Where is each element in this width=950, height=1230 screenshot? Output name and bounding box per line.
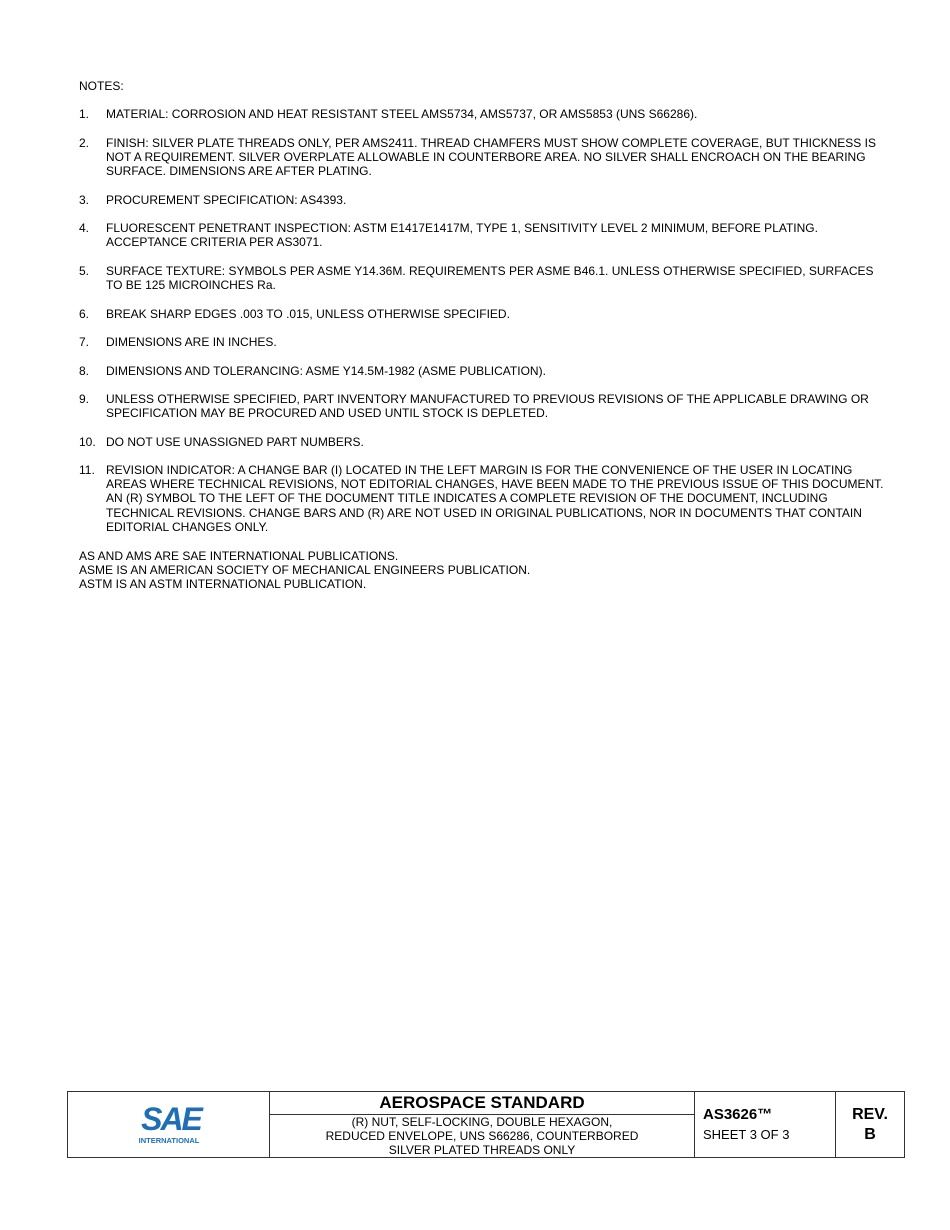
standard-title: AEROSPACE STANDARD	[270, 1092, 694, 1115]
note-text: REVISION INDICATOR: A CHANGE BAR (I) LOCATED IN THE LEFT MARGIN IS FOR THE CONVENIENCE OF THE USER IN LOCATING AREAS WHERE TECHNICAL REVISIONS, NOT EDITORIAL CHANGES, HAVE BEEN MADE TO THE PREVIOUS ISSUE OF THIS DOCUMENT. AN (R) SYMBOL TO THE LEFT OF THE DOCUMENT TITLE INDICATES A COMPLETE REVISION OF THE DOCUMENT, INCLUDING TECHNICAL REVISIONS. CHANGE BARS AND (R) ARE NOT USED IN ORIGINAL PUBLICATIONS, NOR IN DOCUMENTS THAT CONTAIN EDITORIAL CHANGES ONLY.	[106, 463, 884, 534]
part-description	[270, 1115, 694, 1157]
note-item	[79, 307, 889, 321]
note-number: 11.	[79, 463, 95, 477]
note-number: 9.	[79, 392, 90, 406]
document-number-cell	[695, 1092, 836, 1157]
note-item	[79, 136, 889, 179]
standard-cell	[270, 1092, 695, 1157]
logo-cell	[68, 1092, 270, 1157]
note-text: DIMENSIONS ARE IN INCHES.	[106, 335, 277, 349]
note-text: MATERIAL: CORROSION AND HEAT RESISTANT STEEL AMS5734, AMS5737, OR AMS5853 (UNS S66286).	[106, 107, 698, 121]
revision-label: REV.	[852, 1106, 888, 1123]
document-number: AS3626™	[703, 1106, 773, 1123]
sae-logo	[138, 1102, 204, 1146]
note-item	[79, 463, 889, 534]
description-line: (R) NUT, SELF-LOCKING, DOUBLE HEXAGON,	[351, 1115, 613, 1129]
note-text: UNLESS OTHERWISE SPECIFIED, PART INVENTORY MANUFACTURED TO PREVIOUS REVISIONS OF THE APPLICABLE DRAWING OR SPECIFICATION MAY BE PROCURED AND USED UNTIL STOCK IS DEPLETED.	[106, 392, 869, 421]
note-item	[79, 107, 889, 121]
note-number: 5.	[79, 264, 90, 278]
note-number: 8.	[79, 364, 90, 378]
note-item	[79, 335, 889, 349]
description-line: SILVER PLATED THREADS ONLY	[388, 1143, 576, 1157]
note-item	[79, 364, 889, 378]
note-number: 7.	[79, 335, 90, 349]
note-item	[79, 392, 889, 420]
revision-value: B	[864, 1126, 876, 1143]
note-item	[79, 264, 889, 292]
note-number: 4.	[79, 221, 90, 235]
revision-cell	[836, 1092, 904, 1157]
note-item	[79, 221, 889, 249]
note-item	[79, 193, 889, 207]
note-number: 1.	[79, 107, 90, 121]
publication-line: ASTM IS AN ASTM INTERNATIONAL PUBLICATION.	[79, 577, 367, 592]
note-text: FINISH: SILVER PLATE THREADS ONLY, PER AMS2411. THREAD CHAMFERS MUST SHOW COMPLETE COVERAGE, BUT THICKNESS IS NOT A REQUIREMENT. SILVER OVERPLATE ALLOWABLE IN COUNTERBORE AREA. NO SILVER SHALL ENCROACH ON THE BEARING SURFACE. DIMENSIONS ARE AFTER PLATING.	[106, 136, 876, 179]
note-text: BREAK SHARP EDGES .003 TO .015, UNLESS OTHERWISE SPECIFIED.	[106, 307, 510, 321]
note-number: 10.	[79, 435, 96, 449]
note-number: 3.	[79, 193, 90, 207]
note-number: 6.	[79, 307, 90, 321]
title-block	[67, 1091, 905, 1158]
note-text: FLUORESCENT PENETRANT INSPECTION: ASTM E1417E1417M, TYPE 1, SENSITIVITY LEVEL 2 MINIMUM, BEFORE PLATING. ACCEPTANCE CRITERIA PER AS3071.	[106, 221, 818, 250]
sae-logo-subtext: INTERNATIONAL	[138, 1136, 200, 1145]
notes-heading: NOTES:	[79, 79, 124, 93]
note-item	[79, 435, 889, 449]
description-line: REDUCED ENVELOPE, UNS S66286, COUNTERBORED	[325, 1129, 639, 1143]
note-text: DIMENSIONS AND TOLERANCING: ASME Y14.5M-1982 (ASME PUBLICATION).	[106, 364, 546, 378]
sheet-number: SHEET 3 OF 3	[703, 1127, 790, 1142]
note-number: 2.	[79, 136, 90, 150]
sae-logo-text: SAE	[141, 1102, 201, 1137]
note-text: DO NOT USE UNASSIGNED PART NUMBERS.	[106, 435, 364, 449]
note-text: PROCUREMENT SPECIFICATION: AS4393.	[106, 193, 347, 207]
publication-line: ASME IS AN AMERICAN SOCIETY OF MECHANICAL ENGINEERS PUBLICATION.	[79, 563, 531, 578]
publication-notes	[79, 549, 530, 592]
note-text: SURFACE TEXTURE: SYMBOLS PER ASME Y14.36M. REQUIREMENTS PER ASME B46.1. UNLESS OTHERWISE SPECIFIED, SURFACES TO BE 125 MICROINCHES Ra.	[106, 264, 874, 293]
publication-line: AS AND AMS ARE SAE INTERNATIONAL PUBLICATIONS.	[79, 549, 399, 563]
